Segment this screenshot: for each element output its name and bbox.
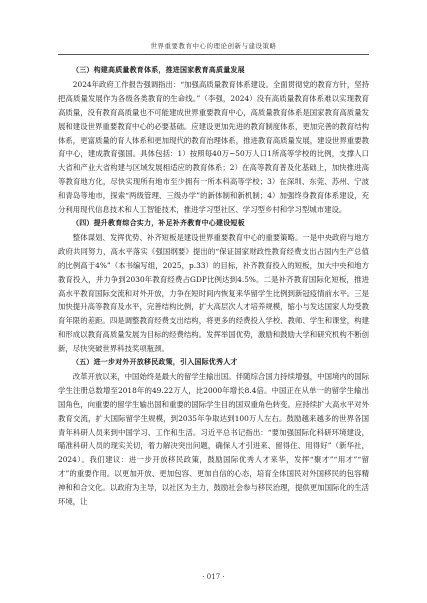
section-5-paragraph: 改革开放以来，中国始终是最大的留学生输出国。伴随综合国力持续增强，中国境内的国际学生注册总数增至2018年的49.22万人，比2000年增长8.4倍。中国正在从单一的留学生输出国角色，向重要的留学生输出国和重要的国际学生目的国双重角色转变。应持续扩大高水平对外教育交流，扩大国际留学生规模，到2035年争取达到100万人左右。鼓励越来越多的世界各国青年科研人员来到中国学习、工作和生活。习近平总书记指出：“要加强国际化科研环境建设，瞄准科研人员的现实关切，着力解决突出问题，确保人才引进来、留得住、用得好”（新华社，2024）。我们建议：进一步开放移民政策，鼓励国际优秀人才来华，发挥“聚才”“用才”“留才”的重要作用。以更加开放、更加包容、更加自信的心态，培育全体国民对外国移民的包容精神和和合文化。以政府为主导，以社区为主力，鼓励社会参与移民治理，提供更加国际化的生活环境，让 bbox=[58, 371, 369, 507]
body-text bbox=[58, 64, 369, 509]
section-heading-4: （四）提升教育综合实力，补足补齐教育中心建设短板 bbox=[72, 218, 245, 227]
header-rule bbox=[58, 54, 369, 55]
section-heading-3: （三）构建高质量教育体系，推进国家教育高质量发展 bbox=[72, 66, 245, 74]
section-3-paragraph: 2024年政府工作报告强调指出：“加强高质量教育体系建设。全面贯彻党的教育方针，坚持把高质量发展作为各级各类教育的生命线。”（李强，2024）没有高质量教育体系难以实现教育高质量，没有教育高质量也不可能建成世界重要教育中心，高质量教育体系是国家教育高质量发展和建设世界重要教育中心的必要基础。应建设更加先进的教育制度体系，更加完善的教育结构体系，更富质量的育人体系和更加现代的教育治理体系，推进教育高质量发展，建设世界重要教育中心，建成教育强国。具体包括：1）按照每40万~50万人口1所高等学校的比例，支撑人口大省和产业大省构建与区域发展相适应的教育体系；2）在高等教育普及化基础上，加快推进高等教育地方化，尽快实现所有地市至少拥有一所本科高等学校；3）在深圳、东莞、苏州、宁波和青岛等地市，探索“两级管理、三级办学”的新体制和新机制；4）加强终身教育体系建设，充分利用现代信息技术和人工智能技术，推进学习型社区、学习型乡村和学习型城市建设。 bbox=[58, 79, 369, 215]
page-number: · 017 · bbox=[202, 573, 225, 581]
section-4-paragraph: 整体谋划、发挥优势、补齐短板是建设世界重要教育中心的重要策略。一是中央政府与地方政府共同努力，高水平落实《强国纲要》提出的“保证国家财政性教育经费支出占国内生产总值的比例高于4%”（本书编写组，2025，p.33）的目标，补齐教育投入的短板，加大中央和地方教育投入，并力争到2030年教育经费占GDP比例达到4.5%。二是补齐教育国际化短板，推进高水平教育国际交流和对外开放，力争在短时间内恢复来华留学生比例到新冠疫情前水平。三是加快提升高等教育及水平，完善结构比例，扩大高层次人才培养规模，缩小与发达国家人均受教育年限的差距。四是调整教育经费支出结构，将更多的经费投入学校、教师、学生和课堂，构建和形成以教育高质量发展为目标的经费结构。发挥举国优势，激励和鼓励大学和研究机构不断创新，尽快突破世界科技奖项瓶颈。 bbox=[58, 232, 369, 354]
section-heading-5: （五）进一步对外开放移民政策，引入国际优秀人才 bbox=[72, 358, 238, 367]
running-head: 世界重要教育中心的理论创新与建设策略 bbox=[150, 42, 277, 50]
